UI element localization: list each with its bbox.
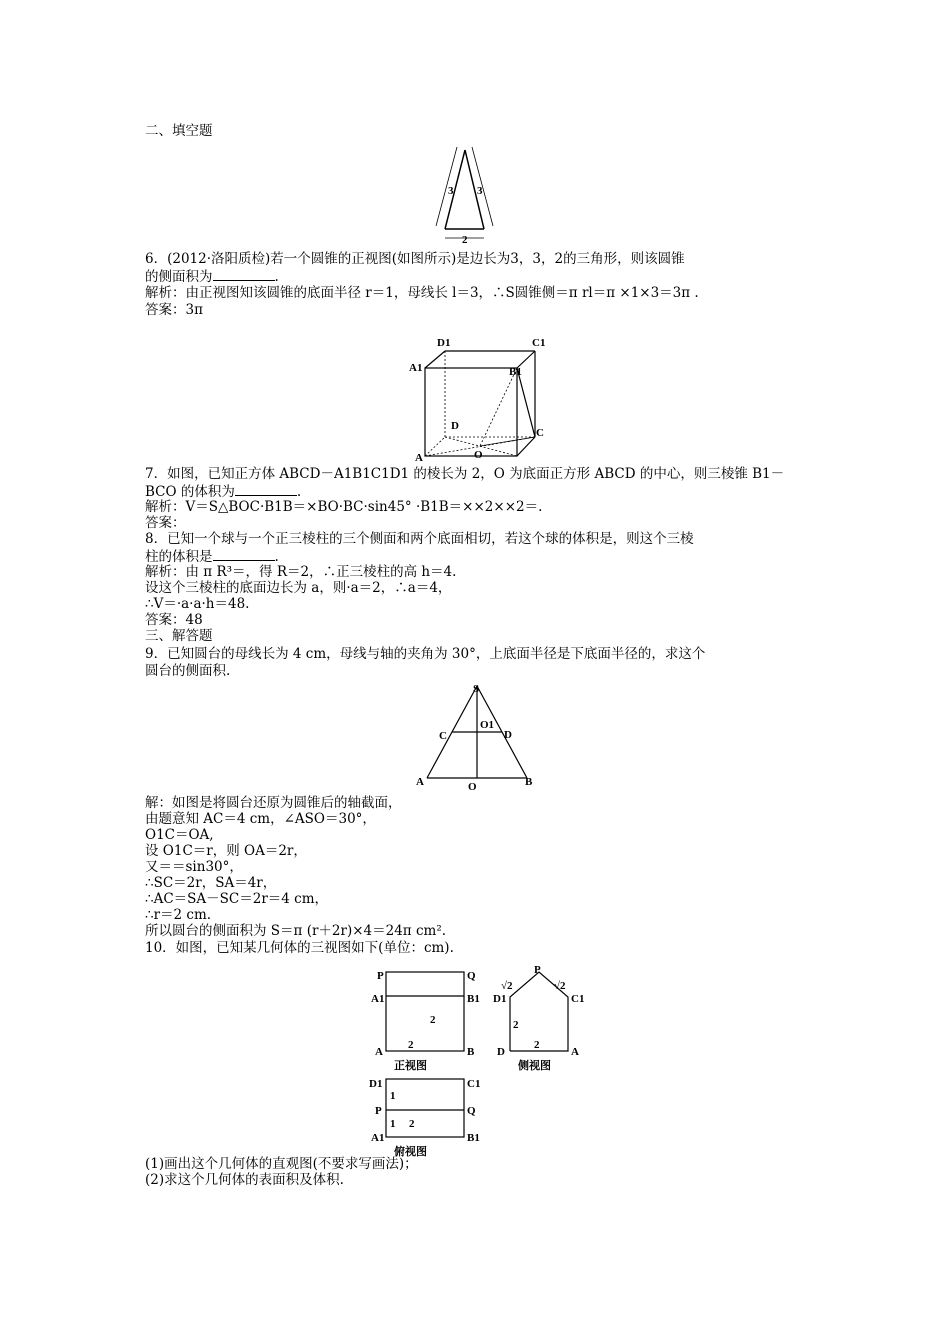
front-view-figure	[368, 965, 478, 1075]
top-num-1b: 1	[390, 1118, 396, 1130]
problem-7-question-line2: BCO 的体积为 .	[145, 484, 302, 500]
cube-label-O: O	[474, 449, 483, 461]
side-width-label: 2	[534, 1039, 540, 1051]
problem-8-solution-line2: 设这个三棱柱的底面边长为 a，则·a＝2，∴a＝4，	[145, 580, 452, 596]
top-label-Q: Q	[467, 1105, 476, 1117]
answer-blank	[235, 483, 297, 496]
problem-7-question-line1: 7．如图，已知正方体 ABCD－A1B1C1D1 的棱长为 2，O 为底面正方形 ABCD 的中心，则三棱锥 B1－	[145, 466, 785, 482]
front-width-label: 2	[408, 1039, 414, 1051]
front-height-label: 2	[430, 1014, 436, 1026]
problem-9-step-4: 设 O1C＝r，则 OA＝2r，	[145, 843, 307, 859]
top-num-2: 2	[409, 1118, 415, 1130]
cube-label-C: C	[536, 427, 544, 439]
side-view-figure	[488, 965, 598, 1075]
side-label-D1: D1	[493, 993, 507, 1005]
problem-8-solution-line3: ∴V＝·a·a·h＝48.	[145, 596, 250, 612]
top-num-1a: 1	[390, 1090, 396, 1102]
problem-6-answer: 答案：3π	[145, 302, 203, 318]
problem-9-step-1: 解：如图是将圆台还原为圆锥后的轴截面，	[145, 795, 402, 811]
front-label-B1: B1	[467, 993, 480, 1005]
front-label-B: B	[467, 1046, 475, 1058]
cube-label-C1: C1	[532, 337, 546, 349]
top-label-A1: A1	[371, 1132, 385, 1144]
problem-6-solution: 解析：由正视图知该圆锥的底面半径 r＝1，母线长 l＝3，∴S圆锥侧＝π rl＝π ×1×3＝3π .	[145, 285, 699, 301]
cube-label-D1: D1	[437, 337, 451, 349]
side-label-C1: C1	[571, 993, 585, 1005]
side-sqrt-left: √2	[501, 980, 513, 992]
problem-6-question-line2: 的侧面积为 .	[145, 269, 279, 285]
top-label-B1: B1	[467, 1132, 480, 1144]
fig6-base-label: 2	[462, 234, 468, 246]
problem-10-question: 10．如图，已知某几何体的三视图如下(单位：cm).	[145, 940, 454, 956]
cube-label-A1: A1	[409, 362, 423, 374]
fig6-left-side-label: 3	[448, 185, 454, 197]
problem-9-step-7: ∴AC＝SA－SC＝2r＝4 cm，	[145, 891, 329, 907]
frustum-label-S: S	[473, 683, 480, 695]
frustum-label-A: A	[416, 776, 424, 788]
problem-8-solution-line1: 解析：由 π R³＝，得 R＝2，∴正三棱柱的高 h＝4.	[145, 564, 457, 580]
top-view-caption: 俯视图	[394, 1146, 427, 1158]
top-label-P: P	[375, 1105, 382, 1117]
answer-blank	[213, 268, 275, 281]
top-label-C1: C1	[467, 1078, 481, 1090]
front-label-A: A	[375, 1046, 383, 1058]
problem-10-sub-2: (2)求这个几何体的表面积及体积.	[145, 1172, 344, 1188]
frustum-label-B: B	[525, 776, 533, 788]
side-label-A: A	[571, 1046, 579, 1058]
problem-9-step-5: 又＝＝sin30°，	[145, 859, 243, 875]
frustum-axial-section-figure	[415, 681, 545, 791]
problem-9-step-8: ∴r＝2 cm.	[145, 907, 212, 923]
frustum-label-O1: O1	[480, 719, 495, 731]
fig6-right-side-label: 3	[477, 185, 483, 197]
problem-9-question-line2: 圆台的侧面积.	[145, 663, 231, 679]
section-heading-fill-in: 二、填空题	[145, 123, 213, 139]
cube-label-A: A	[415, 452, 423, 464]
cube-label-D: D	[451, 420, 459, 432]
problem-7-answer: 答案：	[145, 515, 186, 531]
frustum-label-O: O	[468, 781, 477, 793]
problem-6-question-line1: 6．(2012·洛阳质检)若一个圆锥的正视图(如图所示)是边长为3，3，2的三角形，则该圆锥	[145, 251, 685, 267]
side-label-P: P	[534, 964, 541, 976]
cube-figure	[408, 333, 558, 463]
problem-9-step-9: 所以圆台的侧面积为 S＝π (r＋2r)×4＝24π cm².	[145, 923, 447, 939]
problem-9-step-6: ∴SC＝2r，SA＝4r，	[145, 875, 277, 891]
top-label-D1: D1	[369, 1078, 383, 1090]
frustum-label-D: D	[504, 729, 512, 741]
problem-8-answer: 答案：48	[145, 612, 203, 628]
problem-8-question-line1: 8．已知一个球与一个正三棱柱的三个侧面和两个底面相切，若这个球的体积是，则这个三棱	[145, 531, 694, 547]
front-label-P: P	[377, 970, 384, 982]
side-sqrt-right: √2	[554, 980, 566, 992]
frustum-label-C: C	[439, 730, 447, 742]
problem-9-step-2: 由题意知 AC＝4 cm，∠ASO＝30°，	[145, 811, 376, 827]
front-label-Q: Q	[467, 970, 476, 982]
answer-blank	[213, 548, 275, 561]
side-view-caption: 侧视图	[518, 1060, 551, 1072]
problem-7-solution: 解析：V＝S△BOC·B1B＝×BO·BC·sin45° ·B1B＝××2××2＝.	[145, 499, 543, 515]
problem-9-step-3: O1C＝OA,	[145, 827, 214, 843]
problem-8-question-line2: 柱的体积是 .	[145, 549, 279, 565]
front-label-A1: A1	[371, 993, 385, 1005]
problem-10-sub-1: (1)画出这个几何体的直观图(不要求写画法)；	[145, 1156, 418, 1172]
cube-label-B1: B1	[509, 366, 522, 378]
problem-9-question-line1: 9．已知圆台的母线长为 4 cm，母线与轴的夹角为 30°，上底面半径是下底面半径的，求这个	[145, 646, 706, 662]
side-height-label: 2	[513, 1019, 519, 1031]
side-label-D: D	[497, 1046, 505, 1058]
section-heading-solutions: 三、解答题	[145, 628, 213, 644]
front-view-caption: 正视图	[394, 1060, 427, 1072]
cone-front-view-figure	[428, 142, 508, 246]
